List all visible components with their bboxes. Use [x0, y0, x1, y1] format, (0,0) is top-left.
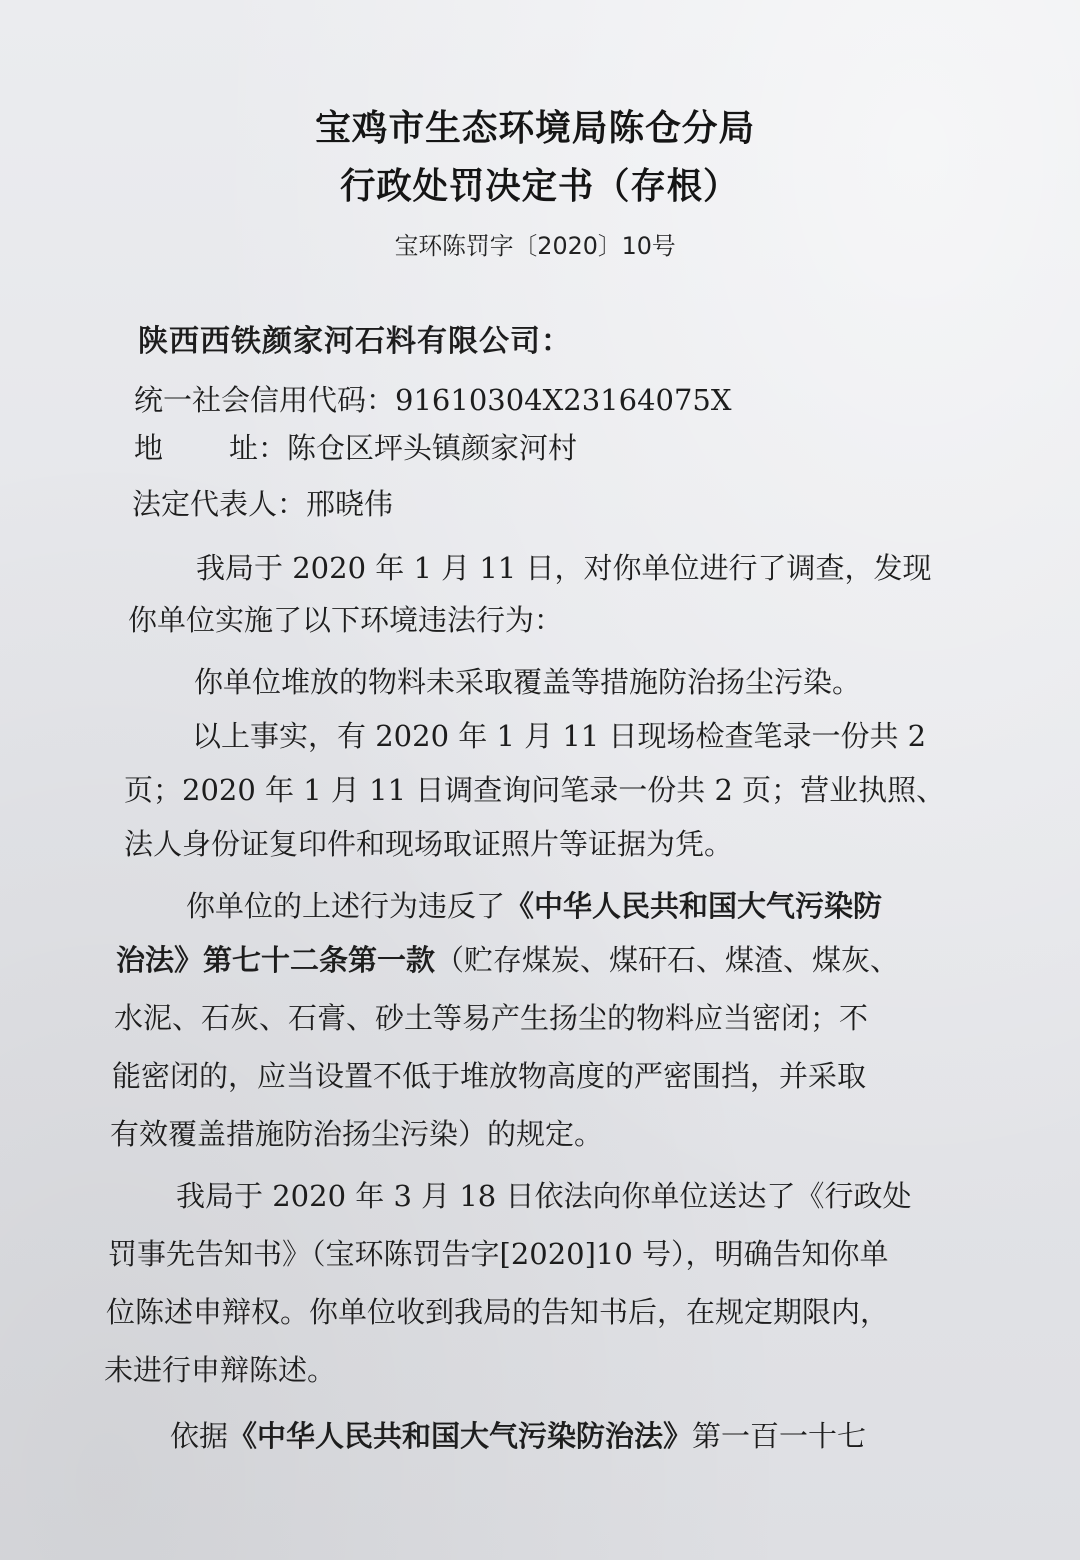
paragraph-1-line-2: 你单位实施了以下环境违法行为：: [128, 603, 564, 637]
paragraph-3-line-3: 法人身份证复印件和现场取证照片等证据为凭。: [124, 827, 734, 861]
paragraph-3-line-2: 页；2020 年 1 月 11 日调查询问笔录一份共 2 页；营业执照、: [124, 773, 946, 807]
addressee: 陕西西铁颜家河石料有限公司：: [138, 324, 572, 359]
legal-rep-value: 邢晓伟: [306, 487, 394, 521]
paragraph-4-line-2-text: （贮存煤炭、煤矸石、煤渣、煤灰、: [435, 943, 900, 977]
paragraph-4-line-1-text: 你单位的上述行为违反了: [186, 889, 506, 923]
paragraph-1-line-1: 我局于 2020 年 1 月 11 日，对你单位进行了调查，发现: [196, 551, 932, 585]
credit-code-label: 统一社会信用代码：: [134, 383, 396, 417]
law-article-citation: 治法》第七十二条第一款: [116, 943, 436, 977]
address-label-char-1: 地: [134, 431, 164, 465]
paragraph-5-line-3: 位陈述申辩权。你单位收到我局的告知书后，在规定期限内，: [106, 1295, 890, 1329]
paragraph-4-line-1: [186, 886, 882, 926]
law-citation: 《中华人民共和国大气污染防: [505, 889, 883, 923]
address-row: [134, 428, 577, 468]
document-number: 宝环陈罚字〔2020〕10号: [394, 232, 676, 260]
legal-rep-label: 法定代表人：: [132, 487, 307, 521]
paragraph-5-line-2: 罚事先告知书》（宝环陈罚告字[2020]10 号），明确告知你单: [108, 1237, 889, 1271]
paragraph-6-line-1-text-c: 第一百一十七: [692, 1419, 867, 1453]
paragraph-5-line-1: 我局于 2020 年 3 月 18 日依法向你单位送达了《行政处: [176, 1179, 912, 1213]
paragraph-2-line-1: 你单位堆放的物料未采取覆盖等措施防治扬尘污染。: [194, 665, 862, 699]
document-title-line-2: 行政处罚决定书（存根）: [340, 166, 740, 207]
document-title-line-1: 宝鸡市生态环境局陈仓分局: [315, 108, 756, 149]
credit-code-value: 91610304X23164075X: [395, 383, 732, 417]
address-value: 陈仓区坪头镇颜家河村: [287, 431, 578, 465]
address-label-char-2: 址：: [229, 431, 288, 465]
paragraph-3-line-1: 以上事实，有 2020 年 1 月 11 日现场检查笔录一份共 2: [192, 719, 927, 753]
paragraph-6-line-1: [170, 1416, 866, 1456]
legal-rep-row: [132, 484, 393, 524]
credit-code-row: [134, 380, 732, 420]
paragraph-4-line-5: 有效覆盖措施防治扬尘污染）的规定。: [110, 1117, 604, 1151]
law-citation-basis: 《中华人民共和国大气污染防治法》: [228, 1419, 693, 1453]
paragraph-4-line-3: 水泥、石灰、石膏、砂土等易产生扬尘的物料应当密闭；不: [114, 1001, 869, 1035]
paragraph-4-line-2: [116, 940, 899, 980]
paragraph-4-line-4: 能密闭的，应当设置不低于堆放物高度的严密围挡，并采取: [112, 1059, 867, 1093]
paragraph-6-line-1-text-a: 依据: [170, 1419, 229, 1453]
paragraph-5-line-4: 未进行申辩陈述。: [104, 1353, 337, 1387]
